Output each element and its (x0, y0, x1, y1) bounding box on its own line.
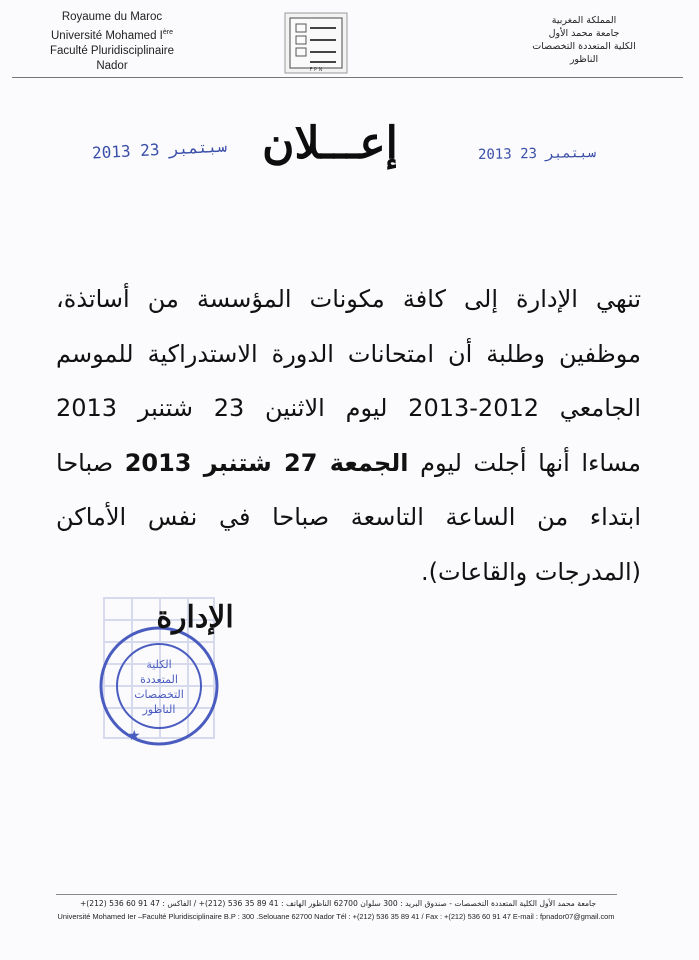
footer-french: Université Mohamed Ier –Faculté Pluridisciplinaire B.P : 300 .Selouane 62700 Nador Tél : +(212) 536 35 89 41 / Fax : +(212) 536 60 91 47 E-mail : fpnador07@gmail.com (57, 912, 615, 921)
seal-text-1: الكلية (146, 658, 172, 671)
header-french-line1: Royaume du Maroc (61, 11, 163, 23)
header-arabic-line2: جامعة محمد الأول (548, 28, 620, 39)
header-french-line2: Université Mohamed Ière (51, 29, 173, 42)
header-arabic (509, 14, 659, 66)
footer-divider (56, 894, 617, 895)
date-stamp-right: 2013 سبتمبر 23 (477, 144, 597, 164)
seal-text-3: التخصصات (134, 688, 184, 701)
body-line-2: موظفين وطلبة أن امتحانات الدورة الاستدراكية للموسم (56, 339, 641, 368)
seal-star-icon: ★ (128, 728, 141, 744)
page-title: إعـــلان (262, 118, 398, 169)
header-arabic-line3: الكلية المتعددة التخصصات (532, 41, 636, 52)
body-line-1: تنهي الإدارة إلى كافة مكونات المؤسسة من أساتذة، (56, 285, 641, 313)
faculty-logo (284, 12, 348, 74)
body-line-5: ابتداء من الساعة التاسعة صباحا في نفس الأماكن (56, 503, 641, 531)
seal-text-4: الناظور (142, 703, 176, 716)
logo-letters: F P N (309, 67, 323, 73)
header-arabic-line1: المملكة المغربية (551, 15, 617, 26)
header-divider (12, 77, 683, 78)
signature-administration: الإدارة (156, 600, 234, 635)
date-stamp-left: 2013 سبتمبر 23 (91, 136, 228, 163)
seal-text-2: المتعددة (140, 673, 178, 686)
announcement-body (56, 272, 641, 599)
header-arabic-line4: الناظور (569, 54, 599, 65)
body-line-6: (المدرجات والقاعات). (420, 557, 641, 586)
header-french-line4: Nador (96, 59, 128, 72)
header-french (14, 10, 210, 74)
footer-arabic: جامعة محمد الأول الكلية المتعددة التخصصات - صندوق البريد : 300 سلوان 62700 الناظور الهاتف : 41 89 35 536 (212)+ / الفاكس : 47 91 60 536 (212)+ (79, 899, 597, 908)
postponed-date: الجمعة 27 شتنبر 2013 (124, 448, 409, 477)
header-french-line3: Faculté Pluridisciplinaire (50, 44, 174, 57)
body-line-3: الجامعي 2012-2013 ليوم الاثنين 23 شتنبر 2013 (56, 394, 641, 422)
body-line-4: مساءا أنها أجلت ليوم الجمعة 27 شتنبر 2013 صباحا (56, 448, 641, 477)
